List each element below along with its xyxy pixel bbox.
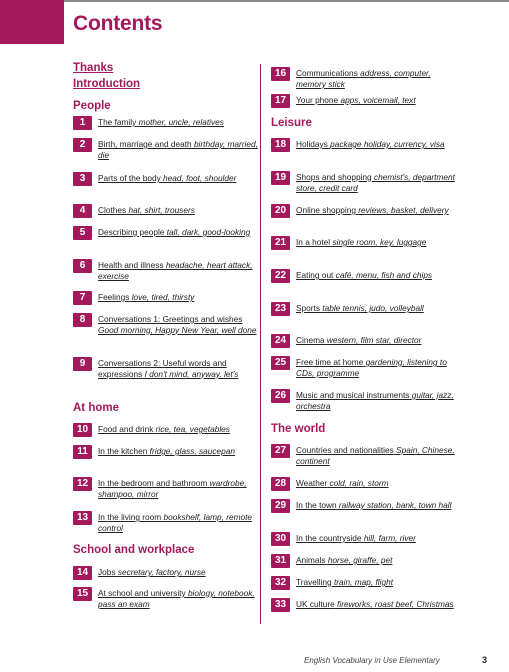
unit-link[interactable] xyxy=(296,599,460,610)
unit-number-badge: 16 xyxy=(271,67,290,81)
unit-link[interactable] xyxy=(296,533,460,544)
unit-topic: Conversations 1: Greetings and wishes xyxy=(98,314,243,324)
unit-link[interactable] xyxy=(98,205,258,216)
unit-example-words: biology, notebook, pass an exam xyxy=(98,588,255,609)
unit-number-badge: 7 xyxy=(73,291,92,305)
unit-example-words: fridge, glass, saucepan xyxy=(149,446,235,456)
unit-link[interactable] xyxy=(296,270,460,281)
thanks-link[interactable]: Thanks xyxy=(73,62,114,74)
unit-link[interactable] xyxy=(98,139,258,160)
section-heading-school-workplace: School and workplace xyxy=(73,544,195,556)
unit-entry-15[interactable] xyxy=(73,587,258,609)
unit-topic: Conversations 2: Useful words and expressions xyxy=(98,358,227,379)
unit-topic: Your phone xyxy=(296,95,339,105)
unit-number-badge: 8 xyxy=(73,313,92,327)
unit-entry-25[interactable] xyxy=(271,356,460,378)
section-heading-people: People xyxy=(73,100,111,112)
section-heading-at-home: At home xyxy=(73,402,119,414)
top-border xyxy=(0,0,509,2)
unit-topic: Feelings xyxy=(98,292,130,302)
unit-example-words: gardening, listening to CDs, programme xyxy=(296,357,447,378)
unit-example-words: wardrobe, shampoo, mirror xyxy=(98,478,247,499)
unit-example-words: cold, rain, storm xyxy=(329,478,389,488)
unit-number-badge: 5 xyxy=(73,226,92,240)
unit-number-badge: 32 xyxy=(271,576,290,590)
unit-link[interactable] xyxy=(98,446,258,457)
unit-entry-27[interactable] xyxy=(271,444,460,466)
unit-entry-20[interactable] xyxy=(271,204,460,218)
unit-entry-29[interactable] xyxy=(271,499,460,513)
unit-link[interactable] xyxy=(296,500,460,511)
unit-topic: Communications xyxy=(296,68,358,78)
unit-topic: Cinema xyxy=(296,335,325,345)
unit-link[interactable] xyxy=(98,588,258,609)
unit-example-words: chemist's, department store, credit card xyxy=(296,172,455,193)
unit-topic: At school and university xyxy=(98,588,186,598)
unit-number-badge: 11 xyxy=(73,445,92,459)
unit-example-words: bookshelf, lamp, remote control xyxy=(98,512,253,533)
unit-link[interactable] xyxy=(296,555,460,566)
page-number: 3 xyxy=(482,655,488,665)
unit-entry-16[interactable] xyxy=(271,67,460,89)
unit-link[interactable] xyxy=(296,237,460,248)
unit-link[interactable] xyxy=(296,445,460,466)
unit-number-badge: 26 xyxy=(271,389,290,403)
unit-link[interactable] xyxy=(296,357,460,378)
unit-link[interactable] xyxy=(98,512,258,533)
unit-number-badge: 25 xyxy=(271,356,290,370)
unit-entry-4[interactable] xyxy=(73,204,258,218)
unit-number-badge: 2 xyxy=(73,138,92,152)
unit-example-words: hat, shirt, trousers xyxy=(128,205,195,215)
unit-entry-26[interactable] xyxy=(271,389,460,411)
unit-number-badge: 10 xyxy=(73,423,92,437)
unit-number-badge: 24 xyxy=(271,334,290,348)
unit-number-badge: 18 xyxy=(271,138,290,152)
unit-topic: Food and drink xyxy=(98,424,154,434)
unit-link[interactable] xyxy=(296,478,460,489)
unit-number-badge: 29 xyxy=(271,499,290,513)
column-divider xyxy=(260,64,261,624)
unit-link[interactable] xyxy=(98,478,258,499)
unit-entry-9[interactable] xyxy=(73,357,258,379)
unit-example-words: train, map, flight xyxy=(333,577,394,587)
unit-link[interactable] xyxy=(296,205,460,216)
unit-topic: Birth, marriage and death xyxy=(98,139,192,149)
unit-example-words: Spain, Chinese, continent xyxy=(296,445,455,466)
unit-entry-23[interactable] xyxy=(271,302,460,316)
unit-example-words: guitar, jazz, orchestra xyxy=(296,390,454,411)
unit-topic: In the kitchen xyxy=(98,446,148,456)
unit-number-badge: 9 xyxy=(73,357,92,371)
introduction-link[interactable]: Introduction xyxy=(73,78,141,90)
unit-entry-1[interactable] xyxy=(73,116,258,130)
unit-entry-3[interactable] xyxy=(73,172,258,186)
unit-link[interactable] xyxy=(98,314,258,335)
unit-entry-7[interactable] xyxy=(73,291,258,305)
section-heading-leisure: Leisure xyxy=(271,117,312,129)
unit-number-badge: 3 xyxy=(73,172,92,186)
unit-topic: In the bedroom and bathroom xyxy=(98,478,208,488)
unit-example-words: apps, voicemail, text xyxy=(340,95,416,105)
unit-example-words: mother, uncle, relatives xyxy=(138,117,224,127)
unit-example-words: western, film star, director xyxy=(326,335,422,345)
unit-link[interactable] xyxy=(296,303,460,314)
unit-entry-30[interactable] xyxy=(271,532,460,546)
unit-topic: Free time at home xyxy=(296,357,364,367)
unit-link[interactable] xyxy=(296,139,460,150)
page-title: Contents xyxy=(73,12,163,35)
unit-topic: In the countryside xyxy=(296,533,362,543)
unit-example-words: Good morning, Happy New Year, well done xyxy=(98,324,257,335)
unit-entry-12[interactable] xyxy=(73,477,258,499)
unit-number-badge: 28 xyxy=(271,477,290,491)
unit-topic: Parts of the body xyxy=(98,173,161,183)
unit-example-words: love, tired, thirsty xyxy=(131,292,195,302)
unit-topic: In a hotel xyxy=(296,237,331,247)
unit-topic: Describing people xyxy=(98,227,165,237)
unit-entry-24[interactable] xyxy=(271,334,460,348)
unit-entry-22[interactable] xyxy=(271,269,460,283)
unit-topic: Health and illness xyxy=(98,260,164,270)
unit-topic: Animals xyxy=(296,555,326,565)
unit-entry-21[interactable] xyxy=(271,236,460,250)
unit-topic: In the living room xyxy=(98,512,162,522)
unit-topic: Countries and nationalities xyxy=(296,445,394,455)
unit-entry-5[interactable] xyxy=(73,226,258,240)
unit-topic: Holidays xyxy=(296,139,328,149)
unit-number-badge: 23 xyxy=(271,302,290,316)
unit-example-words: tall, dark, good-looking xyxy=(166,227,251,237)
unit-topic: Weather xyxy=(296,478,328,488)
unit-number-badge: 1 xyxy=(73,116,92,130)
unit-topic: UK culture xyxy=(296,599,335,609)
unit-entry-11[interactable] xyxy=(73,445,258,459)
unit-example-words: rice, tea, vegetables xyxy=(155,424,230,434)
unit-topic: Travelling xyxy=(296,577,332,587)
unit-number-badge: 19 xyxy=(271,171,290,185)
unit-topic: In the town xyxy=(296,500,337,510)
unit-example-words: hill, farm, river xyxy=(363,533,416,543)
unit-link[interactable] xyxy=(98,260,258,281)
unit-example-words: railway station, bank, town hall xyxy=(338,500,452,510)
unit-entry-6[interactable] xyxy=(73,259,258,281)
unit-entry-31[interactable] xyxy=(271,554,460,568)
unit-topic: Clothes xyxy=(98,205,127,215)
unit-topic: Music and musical instruments xyxy=(296,390,410,400)
unit-number-badge: 12 xyxy=(73,477,92,491)
unit-link[interactable] xyxy=(296,390,460,411)
unit-link[interactable] xyxy=(98,567,258,578)
unit-link[interactable] xyxy=(98,117,258,128)
unit-topic: Eating out xyxy=(296,270,334,280)
unit-number-badge: 4 xyxy=(73,204,92,218)
unit-example-words: package holiday, currency, visa xyxy=(330,139,445,149)
unit-number-badge: 33 xyxy=(271,598,290,612)
unit-topic: Jobs xyxy=(98,567,116,577)
unit-topic: Online shopping xyxy=(296,205,356,215)
unit-number-badge: 6 xyxy=(73,259,92,273)
unit-number-badge: 20 xyxy=(271,204,290,218)
unit-entry-8[interactable] xyxy=(73,313,258,335)
unit-number-badge: 17 xyxy=(271,94,290,108)
unit-link[interactable] xyxy=(98,227,258,238)
unit-number-badge: 21 xyxy=(271,236,290,250)
unit-example-words: I don't mind, anyway, let's xyxy=(144,368,239,379)
section-heading-the-world: The world xyxy=(271,423,326,435)
unit-entry-32[interactable] xyxy=(271,576,460,590)
unit-link[interactable] xyxy=(296,335,460,346)
unit-link[interactable] xyxy=(296,95,460,106)
unit-entry-2[interactable] xyxy=(73,138,258,160)
unit-number-badge: 13 xyxy=(73,511,92,525)
unit-number-badge: 30 xyxy=(271,532,290,546)
footer-book-title: English Vocabulary in Use Elementary xyxy=(304,656,440,665)
unit-entry-14[interactable] xyxy=(73,566,258,580)
unit-example-words: reviews, basket, delivery xyxy=(358,205,449,215)
unit-topic: The family xyxy=(98,117,137,127)
unit-example-words: address, computer, memory stick xyxy=(296,68,431,89)
unit-example-words: headache, heart attack, exercise xyxy=(98,260,253,281)
unit-entry-28[interactable] xyxy=(271,477,460,491)
header-tab xyxy=(0,0,64,44)
unit-link[interactable] xyxy=(98,173,258,184)
unit-topic: Shops and shopping xyxy=(296,172,372,182)
unit-entry-18[interactable] xyxy=(271,138,460,152)
unit-example-words: horse, giraffe, pet xyxy=(327,555,393,565)
unit-example-words: secretary, factory, nurse xyxy=(117,567,206,577)
unit-number-badge: 15 xyxy=(73,587,92,601)
unit-example-words: head, foot, shoulder xyxy=(163,173,237,183)
unit-entry-13[interactable] xyxy=(73,511,258,533)
unit-link[interactable] xyxy=(296,172,460,193)
unit-example-words: birthday, married, die xyxy=(98,139,258,160)
unit-link[interactable] xyxy=(98,358,258,379)
unit-example-words: fireworks, roast beef, Christmas xyxy=(337,599,454,609)
unit-link[interactable] xyxy=(296,577,460,588)
unit-number-badge: 14 xyxy=(73,566,92,580)
unit-link[interactable] xyxy=(296,68,460,89)
unit-example-words: table tennis, judo, volleyball xyxy=(322,303,424,313)
unit-example-words: single room, key, luggage xyxy=(332,237,427,247)
unit-link[interactable] xyxy=(98,424,260,435)
unit-entry-33[interactable] xyxy=(271,598,460,612)
unit-entry-10[interactable] xyxy=(73,423,260,437)
unit-example-words: café, menu, fish and chips xyxy=(335,270,433,280)
unit-topic: Sports xyxy=(296,303,320,313)
unit-entry-17[interactable] xyxy=(271,94,460,108)
unit-link[interactable] xyxy=(98,292,258,303)
unit-number-badge: 22 xyxy=(271,269,290,283)
unit-number-badge: 31 xyxy=(271,554,290,568)
unit-number-badge: 27 xyxy=(271,444,290,458)
unit-entry-19[interactable] xyxy=(271,171,460,193)
